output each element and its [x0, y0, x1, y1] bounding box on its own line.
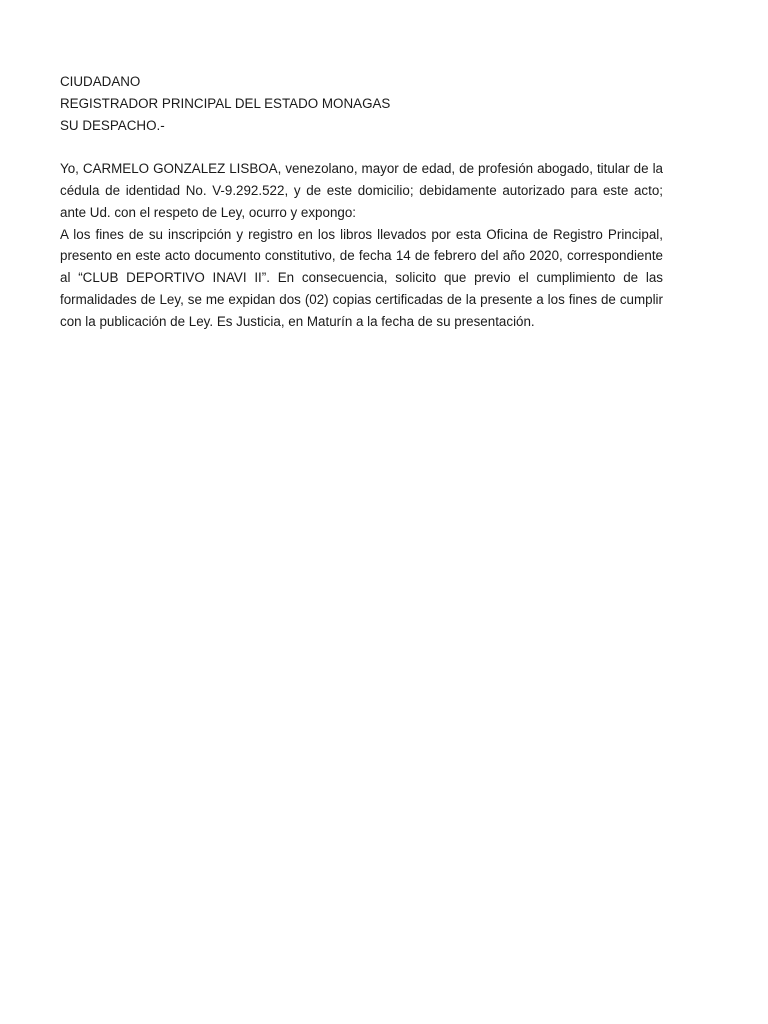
blank-line [60, 136, 663, 158]
addressee-office: REGISTRADOR PRINCIPAL DEL ESTADO MONAGAS [60, 95, 391, 111]
letter-header [60, 71, 663, 136]
paragraph-request: A los fines de su inscripción y registro en los libros llevados por esta Oficina de Registro Principal, presento en este acto documento constitutivo, de fecha 14 de febrero del año 2020, correspondiente al “CLUB DEPORTIVO INAVI II”. En consecuencia, solicito que previo el cumplimiento de las formalidades de Ley, se me expidan dos (02) copias certificadas de la presente a los fines de cumplir con la publicación de Ley. Es Justicia, en Maturín a la fecha de su presentación. [60, 226, 663, 329]
addressee-closing: SU DESPACHO.- [60, 117, 165, 133]
letter-body [60, 71, 663, 333]
paragraph-introduction: Yo, CARMELO GONZALEZ LISBOA, venezolano, mayor de edad, de profesión abogado, titular de la cédula de identidad No. V-9.292.522, y de este domicilio; debidamente autorizado para este acto; ante Ud. con el respeto de Ley, ocurro y expongo: [60, 161, 663, 220]
addressee-title: CIUDADANO [60, 74, 141, 89]
